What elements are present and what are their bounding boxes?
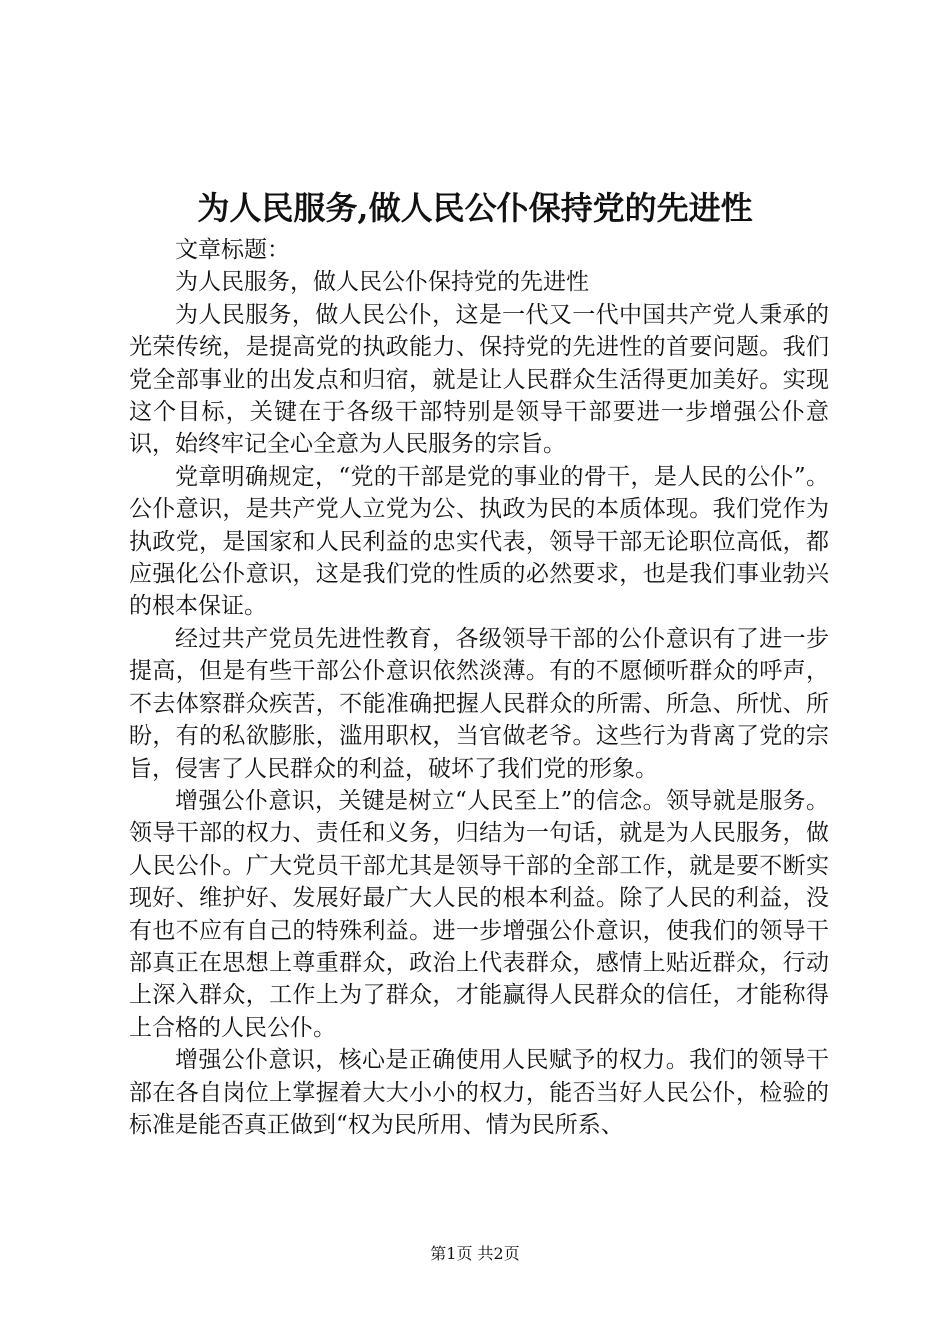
body-paragraph: 增强公仆意识，核心是正确使用人民赋予的权力。我们的领导干部在各自岗位上掌握着大大小小的权力，能否当好人民公仆，检验的标准是能否真正做到“权为民所用、情为民所系、 [129, 1047, 829, 1138]
article-title-label: 文章标题： [175, 237, 290, 263]
article-title-text: 为人民服务，做人民公仆保持党的先进性 [175, 269, 589, 296]
body-paragraph: 经过共产党员先进性教育，各级领导干部的公仆意识有了进一步提高，但是有些干部公仆意识依然淡薄。有的不愿倾听群众的呼声，不去体察群众疾苦，不能准确把握人民群众的所需、所急、所忧、所盼，有的私欲膨胀，滥用职权，当官做老爷。这些行为背离了党的宗旨，侵害了人民群众的利益，破坏了我们党的形象。 [129, 625, 829, 782]
document-title: 为人民服务,做人民公仆保持党的先进性 [197, 189, 753, 227]
page-number-footer: 第1页 共2页 [430, 1244, 520, 1263]
document-body [129, 234, 829, 1141]
body-paragraph: 增强公仆意识，关键是树立“人民至上”的信念。领导就是服务。领导干部的权力、责任和义务，归结为一句话，就是为人民服务，做人民公仆。广大党员干部尤其是领导干部的全部工作，就是要不断实现好、维护好、发展好最广大人民的根本利益。除了人民的利益，没有也不应有自己的特殊利益。进一步增强公仆意识，使我们的领导干部真正在思想上尊重群众，政治上代表群众，感情上贴近群众，行动上深入群众，工作上为了群众，才能赢得人民群众的信任，才能称得上合格的人民公仆。 [129, 787, 829, 1041]
body-paragraph: 党章明确规定，“党的干部是党的事业的骨干，是人民的公仆”。公仆意识，是共产党人立党为公、执政为民的本质体现。我们党作为执政党，是国家和人民利益的忠实代表，领导干部无论职位高低，都应强化公仆意识，这是我们党的性质的必然要求，也是我们事业勃兴的根本保证。 [129, 463, 829, 620]
body-paragraph: 为人民服务，做人民公仆，这是一代又一代中国共产党人秉承的光荣传统，是提高党的执政能力、保持党的先进性的首要问题。我们党全部事业的出发点和归宿，就是让人民群众生活得更加美好。实现这个目标，关键在于各级干部特别是领导干部要进一步增强公仆意识，始终牢记全心全意为人民服务的宗旨。 [129, 301, 829, 458]
